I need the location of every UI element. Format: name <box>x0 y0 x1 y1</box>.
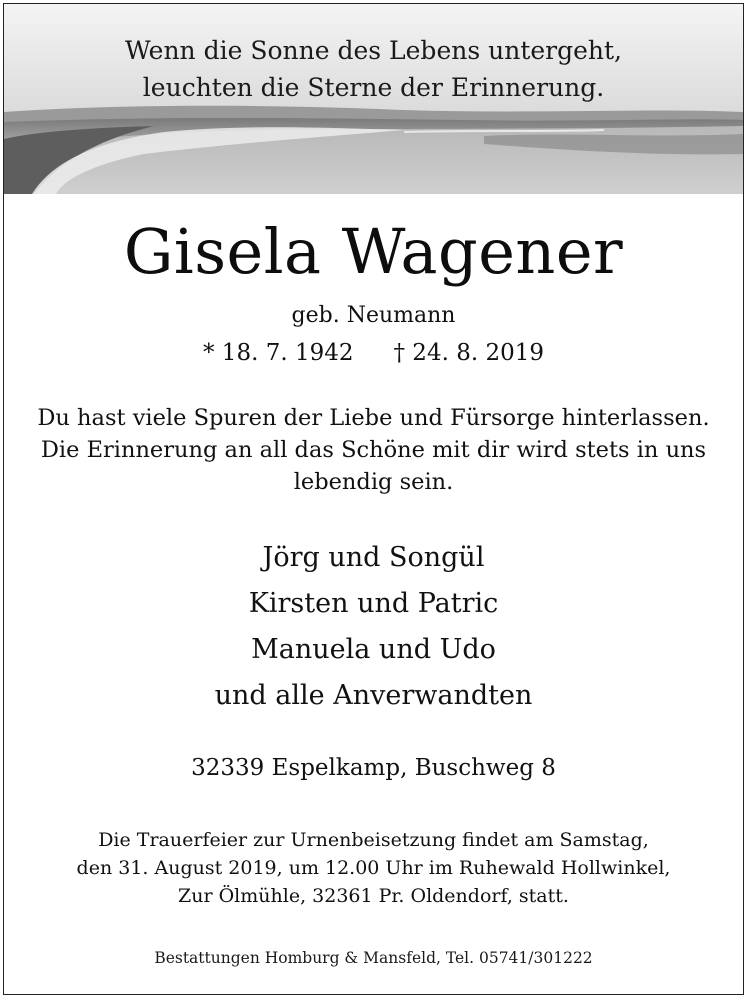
verse-line: Du hast viele Spuren der Liebe und Fürsorge hinterlassen. <box>37 405 710 431</box>
memorial-verse <box>24 402 723 498</box>
deceased-name: Gisela Wagener <box>123 215 624 288</box>
verse-line: lebendig sein. <box>293 469 454 495</box>
motto-line: Wenn die Sonne des Lebens untergeht, <box>125 36 622 65</box>
birth-date: * 18. 7. 1942 <box>203 340 354 366</box>
undertaker-contact: Bestattungen Homburg & Mansfeld, Tel. 05741/301222 <box>154 949 593 967</box>
family-address: 32339 Espelkamp, Buschweg 8 <box>191 755 556 781</box>
mourner-entry: und alle Anverwandten <box>214 680 533 711</box>
service-line: Die Trauerfeier zur Urnenbeisetzung findet am Samstag, <box>98 829 649 851</box>
service-line: Zur Ölmühle, 32361 Pr. Oldendorf, statt. <box>178 885 569 907</box>
mourner-entry: Manuela und Udo <box>251 634 496 665</box>
funeral-service-info <box>14 826 733 910</box>
beach-banner-image <box>4 4 743 194</box>
verse-line: Die Erinnerung an all das Schöne mit dir wird stets in uns <box>40 437 707 463</box>
mourner-entry: Jörg und Songül <box>262 542 485 573</box>
motto <box>4 32 743 106</box>
maiden-name: geb. Neumann <box>291 303 456 328</box>
life-dates <box>4 338 743 368</box>
obituary-notice <box>3 3 744 995</box>
service-line: den 31. August 2019, um 12.00 Uhr im Ruhewald Hollwinkel, <box>76 857 671 879</box>
motto-line: leuchten die Sterne der Erinnerung. <box>142 73 605 102</box>
mourners-list <box>4 535 743 719</box>
death-date: † 24. 8. 2019 <box>393 340 544 366</box>
mourner-entry: Kirsten und Patric <box>248 588 499 619</box>
